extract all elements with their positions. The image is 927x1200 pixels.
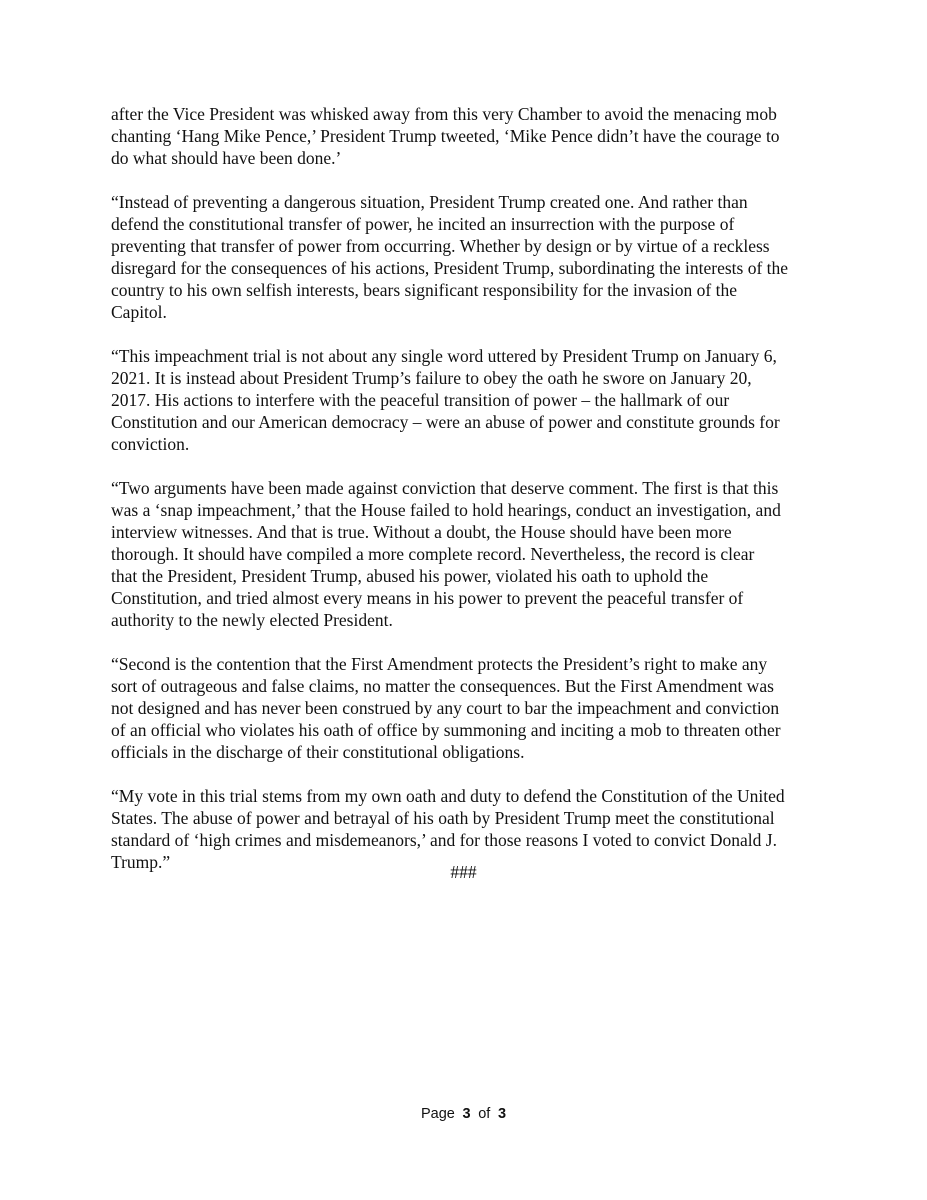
text-line: of an official who violates his oath of office by summoning and inciting a mob to threaten other bbox=[111, 720, 781, 740]
current-page-number: 3 bbox=[462, 1106, 471, 1122]
end-mark: ### bbox=[450, 862, 477, 882]
paragraph bbox=[111, 785, 823, 873]
text-line: chanting ‘Hang Mike Pence,’ President Trump tweeted, ‘Mike Pence didn’t have the courage to bbox=[111, 126, 780, 146]
text-line: “Two arguments have been made against conviction that deserve comment. The first is that this bbox=[111, 478, 779, 498]
paragraph bbox=[111, 345, 823, 455]
text-line: interview witnesses. And that is true. Without a doubt, the House should have been more bbox=[111, 522, 732, 542]
paragraph bbox=[111, 477, 823, 631]
text-line: “Second is the contention that the First Amendment protects the President’s right to make any bbox=[111, 654, 768, 674]
text-line: country to his own selfish interests, bears significant responsibility for the invasion of the bbox=[111, 280, 738, 300]
text-line: Trump.” bbox=[111, 852, 171, 872]
text-line: officials in the discharge of their constitutional obligations. bbox=[111, 742, 525, 762]
text-line: Capitol. bbox=[111, 302, 167, 322]
text-line: thorough. It should have compiled a more complete record. Nevertheless, the record is clear bbox=[111, 544, 755, 564]
text-line: not designed and has never been construed by any court to bar the impeachment and conviction bbox=[111, 698, 780, 718]
text-line: “My vote in this trial stems from my own oath and duty to defend the Constitution of the United bbox=[111, 786, 785, 806]
text-line: 2021. It is instead about President Trump’s failure to obey the oath he swore on January 20, bbox=[111, 368, 752, 388]
document-body bbox=[111, 103, 823, 895]
text-line: States. The abuse of power and betrayal of his oath by President Trump meet the constitutional bbox=[111, 808, 775, 828]
text-line: that the President, President Trump, abused his power, violated his oath to uphold the bbox=[111, 566, 709, 586]
paragraph bbox=[111, 653, 823, 763]
text-line: was a ‘snap impeachment,’ that the House failed to hold hearings, conduct an investigation, and bbox=[111, 500, 781, 520]
text-line: Constitution, and tried almost every means in his power to prevent the peaceful transfer of bbox=[111, 588, 744, 608]
text-line: 2017. His actions to interfere with the peaceful transition of power – the hallmark of our bbox=[111, 390, 730, 410]
text-line: “Instead of preventing a dangerous situation, President Trump created one. And rather than bbox=[111, 192, 748, 212]
of-word: of bbox=[478, 1106, 491, 1122]
text-line: defend the constitutional transfer of power, he incited an insurrection with the purpose of bbox=[111, 214, 735, 234]
text-line: do what should have been done.’ bbox=[111, 148, 342, 168]
page-footer bbox=[0, 1105, 927, 1123]
text-line: conviction. bbox=[111, 434, 190, 454]
text-line: sort of outrageous and false claims, no matter the consequences. But the First Amendment was bbox=[111, 676, 774, 696]
total-pages-number: 3 bbox=[497, 1106, 507, 1122]
text-line: after the Vice President was whisked away from this very Chamber to avoid the menacing mob bbox=[111, 104, 777, 124]
paragraph bbox=[111, 103, 823, 169]
paragraph bbox=[111, 191, 823, 323]
text-line: Constitution and our American democracy – were an abuse of power and constitute grounds for bbox=[111, 412, 780, 432]
text-line: preventing that transfer of power from occurring. Whether by design or by virtue of a reckless bbox=[111, 236, 770, 256]
text-line: disregard for the consequences of his actions, President Trump, subordinating the interests of the bbox=[111, 258, 789, 278]
text-line: authority to the newly elected President. bbox=[111, 610, 393, 630]
page-word: Page bbox=[420, 1106, 455, 1122]
text-line: “This impeachment trial is not about any single word uttered by President Trump on January 6, bbox=[111, 346, 777, 366]
text-line: standard of ‘high crimes and misdemeanors,’ and for those reasons I voted to convict Donald J. bbox=[111, 830, 777, 850]
